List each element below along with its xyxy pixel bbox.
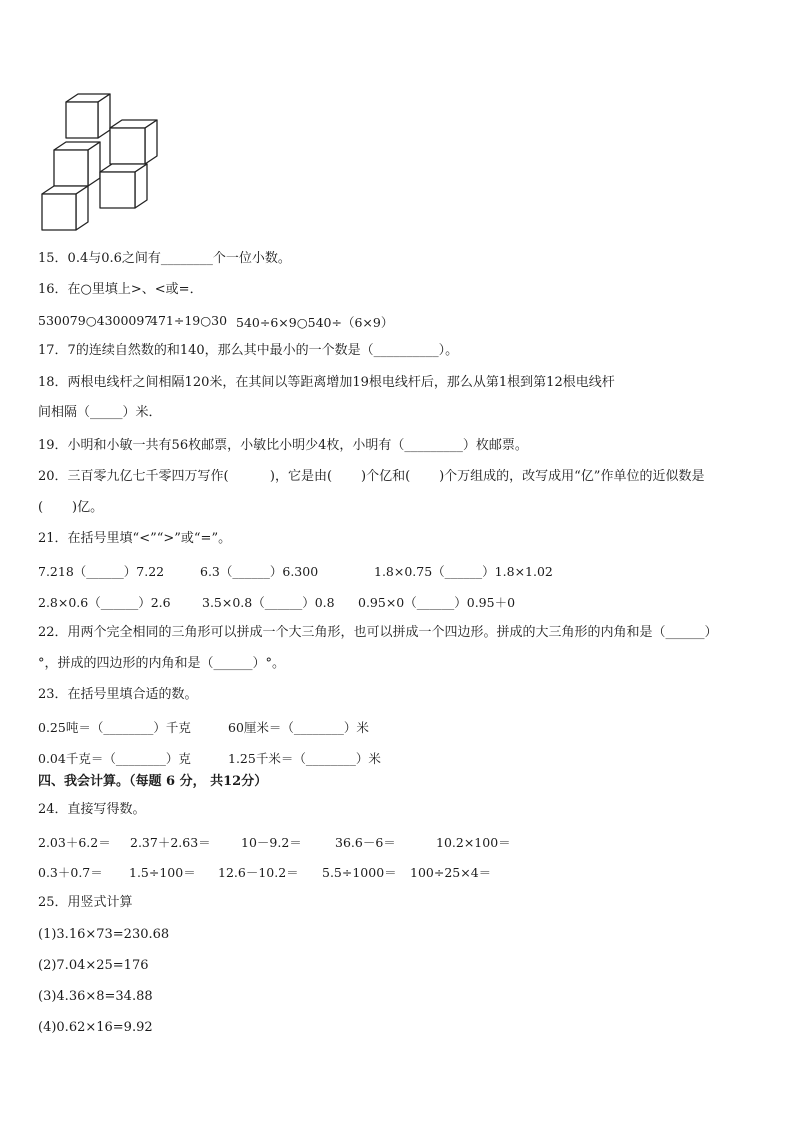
q24-item: 0.3＋0.7＝	[38, 865, 103, 880]
q23-item: 0.04千克＝（________）克	[38, 751, 191, 766]
question-18-line2: 间相隔（_____）米．	[38, 405, 162, 420]
q24-item: 36.6－6＝	[335, 835, 396, 850]
question-16-title: 16．在○里填上>、<或=．	[38, 282, 203, 297]
question-22-line2: °，拼成的四边形的内角和是（______）°。	[38, 656, 286, 671]
q21-item: 6.3（______）6.300	[200, 564, 319, 579]
question-23-title: 23．在括号里填合适的数。	[38, 687, 198, 702]
question-25-item-1: (1)3.16×73=230.68	[38, 927, 170, 942]
question-25-item-4: (4)0.62×16=9.92	[38, 1020, 153, 1035]
question-20-line2: ( )亿。	[38, 500, 104, 515]
q16-item: 530079○4300097	[38, 313, 153, 328]
cube	[66, 94, 110, 138]
section-4-heading: 四、我会计算。（每题 6 分， 共12分）	[38, 774, 268, 789]
q24-item: 2.37＋2.63＝	[130, 835, 211, 850]
q24-item: 5.5÷1000＝	[322, 865, 397, 880]
question-24-title: 24．直接写得数。	[38, 802, 146, 817]
cube	[54, 142, 100, 186]
q21-item: 1.8×0.75（______）1.8×1.02	[374, 564, 553, 579]
q23-item: 0.25吨＝（________）千克	[38, 720, 191, 735]
question-20-line1: 20．三百零九亿七千零四万写作( )，它是由( )个亿和( )个万组成的，改写成用“亿”作单位的近似数是	[38, 469, 705, 484]
q24-item: 100÷25×4＝	[410, 865, 492, 880]
q21-item: 7.218（______）7.22	[38, 564, 165, 579]
q16-item: 540÷6×9○540÷（6×9）	[236, 315, 394, 330]
q24-item: 2.03＋6.2＝	[38, 835, 111, 850]
question-25-item-2: (2)7.04×25=176	[38, 958, 149, 973]
q24-item: 12.6－10.2＝	[218, 865, 299, 880]
question-19: 19．小明和小敏一共有56枚邮票，小敏比小明少4枚，小明有（_________）枚邮票。	[38, 438, 528, 453]
q23-item: 1.25千米＝（________）米	[228, 751, 381, 766]
q16-item: 471÷19○30	[150, 313, 228, 328]
question-25-item-3: (3)4.36×8=34.88	[38, 989, 153, 1004]
question-25-title: 25．用竖式计算	[38, 895, 133, 910]
q21-item: 0.95×0（______）0.95＋0	[358, 595, 516, 610]
cube-stack-figure	[36, 90, 166, 235]
question-18-line1: 18．两根电线杆之间相隔120米，在其间以等距离增加19根电线杆后，那么从第1根到第12根电线杆	[38, 375, 615, 390]
question-21-title: 21．在括号里填“<”“>”或“=”。	[38, 531, 232, 546]
q21-item: 2.8×0.6（______）2.6	[38, 595, 171, 610]
question-15: 15．0.4与0.6之间有________个一位小数。	[38, 251, 291, 266]
q24-item: 10－9.2＝	[241, 835, 302, 850]
cube	[100, 164, 147, 208]
question-17: 17．7的连续自然数的和140，那么其中最小的一个数是（__________）。	[38, 343, 459, 358]
q21-item: 3.5×0.8（______）0.8	[202, 595, 335, 610]
q24-item: 1.5÷100＝	[129, 865, 196, 880]
question-22-line1: 22．用两个完全相同的三角形可以拼成一个大三角形，也可以拼成一个四边形。拼成的大三角形的内角和是（______）	[38, 625, 718, 640]
cube	[110, 120, 157, 164]
cube	[42, 186, 88, 230]
q23-item: 60厘米＝（________）米	[228, 720, 369, 735]
q24-item: 10.2×100＝	[436, 835, 511, 850]
